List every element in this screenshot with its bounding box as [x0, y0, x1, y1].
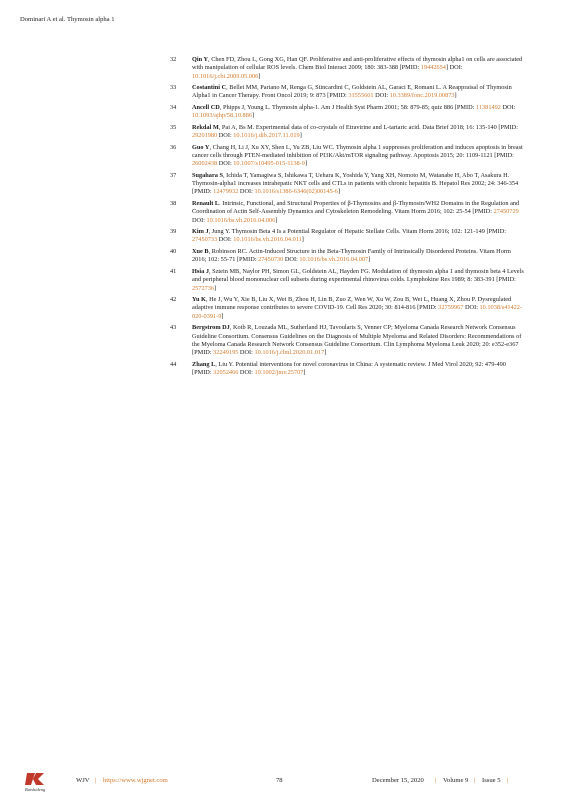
reference-text: DOI: [373, 92, 390, 100]
reference-lead-author: Ancell CD [192, 104, 220, 112]
reference-lead-author: Xue B [192, 248, 209, 256]
doi-link[interactable]: 10.1002/jmv.25707 [254, 368, 304, 376]
reference-text: ] [324, 349, 327, 357]
doi-link[interactable]: 10.1016/bs.vh.2016.04.011 [233, 236, 302, 244]
pmid-link[interactable]: 12479932 [213, 188, 239, 196]
pmid-link[interactable]: 29201980 [192, 132, 218, 140]
reference-number: 36 [170, 143, 177, 151]
reference-text: , Pai A, Bs M. Experimental data of co-crystals of Etravirine and L-tartaric acid. Data Brief 2018; 16: 135-140 [PMID: [218, 123, 518, 131]
reference-item [168, 296, 526, 321]
reference-number: 43 [170, 324, 177, 332]
doi-link[interactable]: 10.1093/ajhp/58.10.886 [192, 112, 252, 120]
publication-date: December 15, 2020 [372, 777, 424, 784]
page-number: 78 [276, 777, 283, 784]
doi-link[interactable]: 10.1007/s10495-015-1138-9 [233, 160, 305, 168]
reference-text: DOI: [217, 160, 234, 168]
reference-text: ] [301, 236, 304, 244]
reference-text: ] [337, 188, 340, 196]
baishideng-logo [24, 771, 64, 793]
reference-text: , Phipps J, Young L. Thymosin alpha-1. Am J Health Syst Pharm 2001; 58: 879-85; quiz 886 [PMID: [219, 104, 476, 112]
logo-wordmark: Baishideng [25, 787, 46, 792]
pmid-link[interactable]: 32249195 [213, 349, 239, 357]
reference-lead-author: Renault L [192, 200, 220, 208]
pmid-link[interactable]: 32759967 [438, 304, 464, 312]
doi-link[interactable]: 10.1016/j.dib.2017.11.019 [233, 132, 300, 140]
doi-link[interactable]: 10.1016/bs.vh.2016.04.007 [299, 256, 369, 264]
pmid-link[interactable]: 31555601 [348, 92, 374, 100]
reference-number: 33 [170, 84, 177, 92]
reference-text: ] [368, 256, 371, 264]
reference-text: ] [299, 132, 302, 140]
journal-url-link[interactable]: https://www.wjgnet.com [103, 777, 168, 784]
page-footer [0, 773, 565, 793]
pmid-link[interactable]: 11381492 [475, 104, 501, 112]
pmid-link[interactable]: 2572736 [192, 284, 215, 292]
reference-text: ] DOI: [445, 64, 463, 72]
reference-lead-author: Rekdal M [192, 123, 219, 131]
pmid-link[interactable]: 19442654 [420, 64, 446, 72]
reference-text: DOI: [238, 349, 255, 357]
doi-link[interactable]: 10.1016/bs.vh.2016.04.006 [206, 216, 276, 224]
reference-text: ] [252, 112, 255, 120]
reference-text: , Kotb R, Louzada ML, Sutherland HJ, Tavoularis S, Venner CP; Myeloma Canada Research Network Consensus Guideline Consortium. Consensus Guidelines on the Diagnosis of Multiple Myeloma and Related Disorders: Recommendations of the Myeloma Canada Research Network Consensus Guideline Consortium. Clin Lymphoma Myeloma Leuk 2020; 20: e352-e367 [PMID: [192, 324, 522, 357]
reference-text: ] [221, 312, 224, 320]
reference-text: DOI: [238, 188, 255, 196]
reference-lead-author: Bergstrom DJ [192, 324, 230, 332]
reference-item [168, 144, 526, 169]
reference-text: ] [454, 92, 457, 100]
reference-text: , Robinson RC. Actin-Induced Structure in the Beta-Thymosin Family of Intrinsically Disordered Proteins. Vitam Horm 2016; 102: 55-71 [PMID: [192, 248, 511, 264]
footer-separator: | [95, 777, 97, 784]
reference-item [168, 124, 526, 141]
reference-text: DOI: [217, 236, 234, 244]
footer-separator: | [474, 777, 476, 784]
reference-lead-author: Qin Y [192, 56, 209, 63]
reference-text: DOI: [192, 216, 207, 224]
reference-number: 32 [170, 56, 177, 63]
reference-item [168, 104, 526, 121]
reference-text: , Sztein MB, Naylor PH, Simon GL, Goldstein AL, Hayden FG. Modulation of thymosin alpha 1 and thymosin beta 4 Levels and peripheral blood mononuclear cell subsets during experimental rhinovirus colds. Lymphokine Res 1989; 8: 383-391 [PMID: [192, 268, 524, 284]
reference-text: ] [258, 72, 261, 80]
issue-label: Issue 5 [482, 777, 501, 784]
reference-text: DOI: [500, 104, 516, 112]
footer-separator: | [435, 777, 437, 784]
reference-text: DOI: [238, 368, 255, 376]
reference-item [168, 200, 526, 225]
reference-text: , He J, Wu Y, Xie B, Liu X, Wei B, Zhou H, Lin B, Zuo Z, Wen W, Xu W, Zou B, Wei L, Huang X, Zhou P. Dysregulated adaptive immune response contributes to severe COVID-19. Cell Res 2020; 30: 814-816 [PMID: [192, 296, 512, 312]
reference-item [168, 324, 526, 357]
doi-link[interactable]: 10.1038/s41422-020-0391-9 [192, 304, 523, 320]
doi-link[interactable]: 10.1016/j.clml.2020.01.017 [254, 349, 325, 357]
reference-item [168, 56, 526, 81]
pmid-link[interactable]: 32052466 [213, 368, 239, 376]
reference-text: . Intrinsic, Functional, and Structural Properties of β-Thymosins and β-Thymosin/WH2 Domains in the Regulation and Coordination of Actin Self-Assembly Dynamics and Cytoskeleton Remodeling. Vitam Horm 2016; 102: 25-54 [PMID: [192, 200, 520, 216]
reference-lead-author: Sugahara S [192, 171, 223, 179]
reference-text: , Liu Y. Potential interventions for novel coronavirus in China: A systematic review. J Med Virol 2020; 92: 479-490 [PMID: [192, 360, 506, 376]
reference-number: 39 [170, 228, 177, 236]
reference-number: 34 [170, 104, 177, 112]
reference-list [168, 56, 526, 381]
reference-item [168, 361, 526, 378]
reference-text: DOI: [283, 256, 300, 264]
reference-text: DOI: [217, 132, 234, 140]
reference-text: , Bellet MM, Pariano M, Renga G, Stincardini C, Goldstein AL, Garaci E, Romani L. A Reappraisal of Thymosin Alpha1 in Cancer Therapy. Front Oncol 2019; 9: 873 [PMID: [192, 84, 512, 100]
reference-text: , Chen FD, Zhou L, Gong XG, Han QF. Proliferative and anti-proliferative effects of thymosin alpha1 on cells are associated with manipulation of cellular ROS levels. Chem Biol Interact 2009; 180: 383-388 [PMID: [192, 56, 523, 72]
reference-item [168, 248, 526, 265]
reference-number: 35 [170, 123, 177, 131]
reference-item [168, 268, 526, 293]
reference-lead-author: Guo Y [192, 143, 210, 151]
reference-text: ] [304, 160, 308, 168]
reference-text: ] [303, 368, 306, 376]
pmid-link[interactable]: 27450730 [258, 256, 284, 264]
pmid-link[interactable]: 26002438 [192, 160, 218, 168]
reference-text: ] [275, 216, 278, 224]
reference-lead-author: Kim J [192, 228, 209, 236]
reference-text: DOI: [463, 304, 480, 312]
reference-number: 40 [170, 248, 177, 256]
running-header: Dominari A et al. Thymosin alpha 1 [20, 16, 115, 23]
journal-abbrev: WJV [76, 777, 90, 784]
reference-lead-author: Zhang L [192, 360, 216, 368]
reference-lead-author: Costantini C [192, 84, 227, 92]
reference-lead-author: Hsia J [192, 268, 209, 276]
reference-lead-author: Yu K [192, 296, 206, 304]
reference-number: 41 [170, 268, 177, 276]
doi-link[interactable]: 10.3389/fonc.2019.00873 [389, 92, 455, 100]
doi-link[interactable]: 10.1016/s1386-6346(02)00145-6 [254, 188, 338, 196]
reference-number: 44 [170, 360, 177, 368]
reference-text: , Ichida T, Yamagiwa S, Ishikawa T, Uehara K, Yoshida Y, Yang XH, Nomoto M, Watanabe H, Abo T, Asakura H. Thymosin-alpha1 increases intrahepatic NKT cells and CTLs in patients with chronic hepatitis B. Hepatol Res 2002; 24: 346-354 [PMID: [192, 171, 519, 196]
reference-number: 42 [170, 296, 177, 304]
pmid-link[interactable]: 27450733 [192, 236, 218, 244]
reference-number: 38 [170, 200, 177, 208]
reference-item [168, 228, 526, 245]
footer-separator: | [507, 777, 509, 784]
volume-label: Volume 9 [443, 777, 469, 784]
reference-text: , Chang H, Li J, Xu XY, Shen L, Yu ZB, Liu WC. Thymosin alpha 1 suppresses proliferation and induces apoptosis in breast cancer cells through PTEN-mediated inhibition of PI3K/Akt/mTOR signaling pathway. Apoptosis 2015; 20: 1109-1121 [PMID: [192, 143, 523, 160]
doi-link[interactable]: 10.1016/j.cbi.2009.05.006 [192, 72, 259, 80]
reference-text: ] [214, 284, 217, 292]
reference-item [168, 172, 526, 197]
reference-item [168, 84, 526, 101]
reference-number: 37 [170, 171, 177, 179]
pmid-link[interactable]: 27450729 [493, 208, 519, 216]
reference-text: , Jung Y. Thymosin Beta 4 Is a Potential Regulator of Hepatic Stellate Cells. Vitam Horm 2016; 102: 121-149 [PMID: [208, 228, 507, 236]
